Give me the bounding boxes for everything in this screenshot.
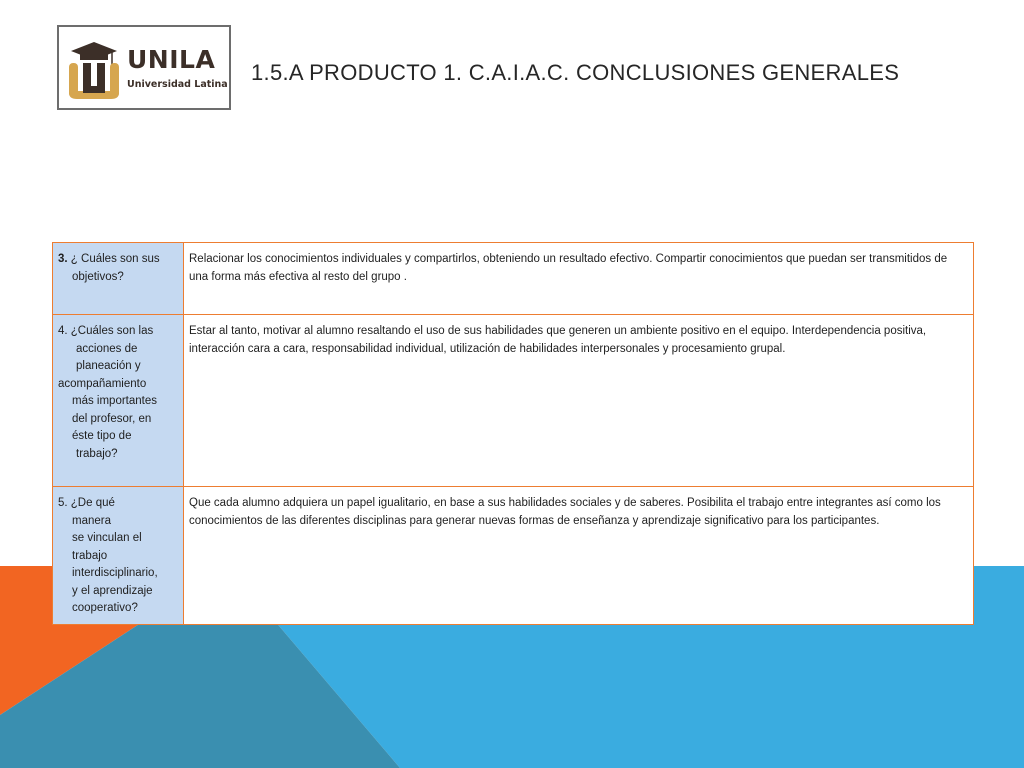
question-line: cooperativo? (72, 602, 138, 614)
question-line: 4. ¿Cuáles son las (58, 325, 154, 337)
caiac-table (52, 242, 974, 625)
question-line: objetivos? (72, 270, 124, 283)
question-line: manera (72, 514, 111, 527)
answer-cell: Relacionar los conocimientos individuales y compartirlos, obteniendo un resultado efectivo. Compartir conocimientos que puedan ser transmitidos de una forma más efectiva al resto del grupo . (184, 243, 974, 315)
table-row (53, 243, 974, 315)
slide-title: 1.5.A PRODUCTO 1. C.A.I.A.C. CONCLUSIONES GENERALES (251, 60, 900, 85)
question-line: interdisciplinario, (72, 567, 158, 579)
graduation-cap-emblem-icon (65, 39, 123, 101)
question-cell (53, 243, 184, 315)
question-line: más importantes (72, 395, 158, 407)
question-line: y el aprendizaje (72, 584, 153, 597)
question-number: 3. (58, 253, 68, 265)
question-line: se vinculan el (72, 532, 142, 544)
question-line: trabajo (72, 549, 108, 562)
question-line: del profesor, en (72, 412, 152, 425)
logo-wordmark: UNILA (127, 45, 216, 74)
question-line: trabajo? (76, 447, 118, 460)
table-row (53, 315, 974, 487)
logo-subtitle: Universidad Latina (127, 79, 228, 90)
question-line: acciones de (76, 342, 138, 355)
question-line: éste tipo de (72, 430, 132, 442)
answer-cell: Estar al tanto, motivar al alumno resaltando el uso de sus habilidades que generen un ambiente positivo en el equipo. Interdependencia positiva, interacción cara a cara, responsabilidad individual, utilización de habilidades interpersonales y procesamiento grupal. (184, 315, 974, 487)
university-logo (57, 25, 231, 110)
question-cell (53, 487, 184, 625)
table-row (53, 487, 974, 625)
question-line: ¿ Cuáles son sus (70, 253, 160, 265)
answer-cell: Que cada alumno adquiera un papel igualitario, en base a sus habilidades sociales y de saberes. Posibilita el trabajo entre integrantes así como los conocimientos de las diferentes disciplinas para generar nuevas formas de enseñanza y aprendizaje significativo para los participantes. (184, 487, 974, 625)
question-line: acompañamiento (58, 377, 147, 390)
question-line: planeación y (76, 360, 141, 372)
question-line: 5. ¿De qué (58, 497, 115, 509)
question-cell (53, 315, 184, 487)
